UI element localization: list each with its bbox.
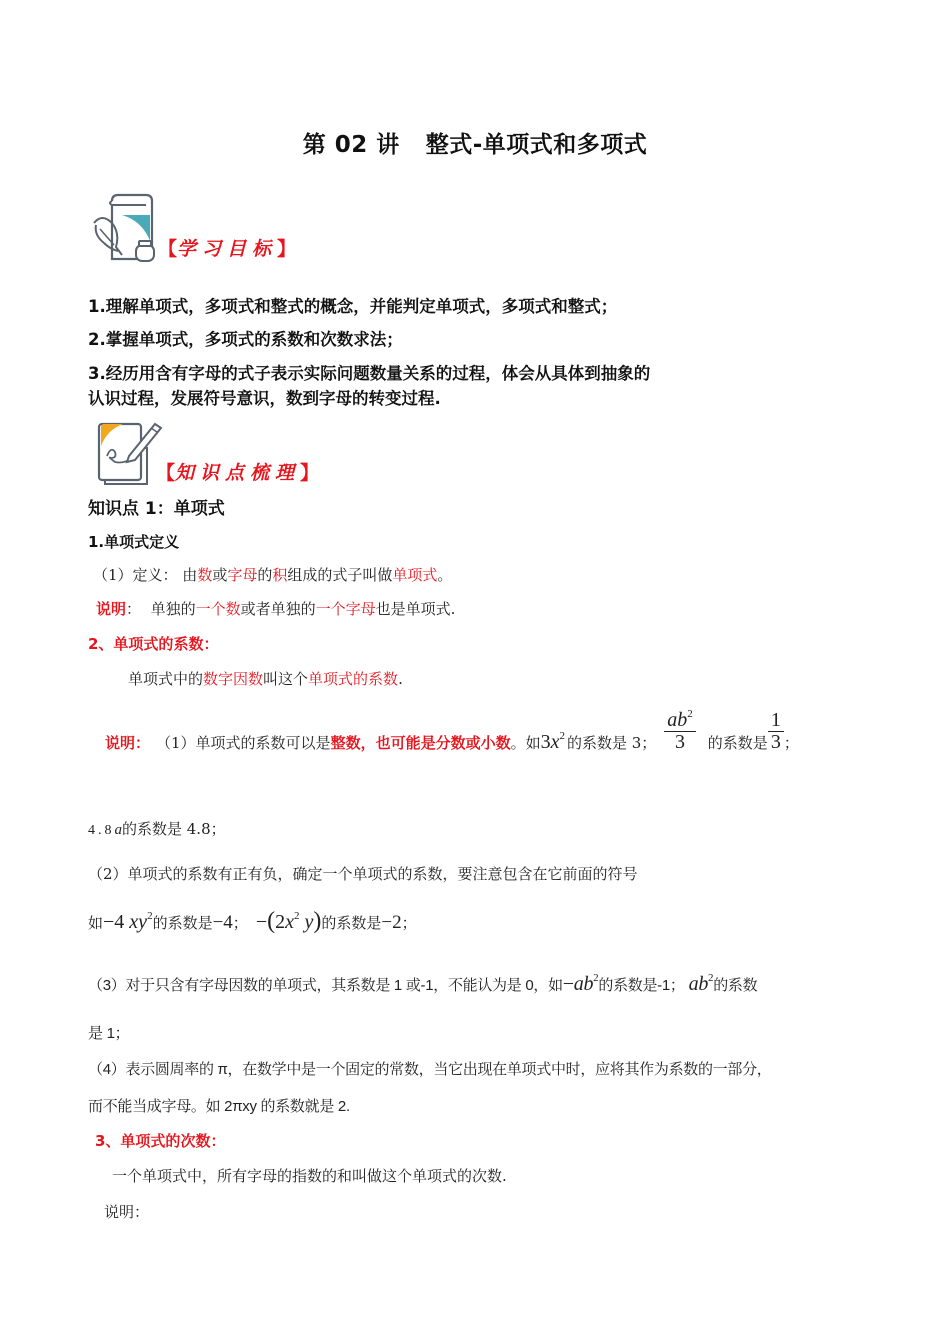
coefficient-note-3 bbox=[88, 972, 757, 996]
math-expr-ab2: $ab^2$ bbox=[688, 972, 714, 995]
highlight: 单项式 bbox=[392, 566, 438, 584]
definition-note bbox=[96, 598, 455, 619]
text: 的系数 bbox=[713, 977, 758, 994]
degree-heading: 3、单项式的次数： bbox=[95, 1132, 226, 1150]
text: 单项式中的 bbox=[128, 670, 204, 688]
objective-item-3: 3.经历用含有字母的式子表示实际问题数量关系的过程，体会从具体到抽象的 bbox=[88, 364, 651, 383]
text: 的 bbox=[257, 566, 273, 584]
math-value: −2 bbox=[381, 912, 402, 933]
text: . bbox=[398, 670, 403, 688]
text: （1）单项式的系数可以是 bbox=[156, 733, 331, 752]
text: 或 bbox=[212, 566, 228, 584]
highlight: 积 bbox=[272, 566, 288, 584]
highlight: 数 bbox=[197, 566, 213, 584]
knowledge-banner-label: 知识点梳理 bbox=[175, 462, 301, 484]
text: 的系数是 bbox=[707, 733, 768, 752]
coefficient-heading: 2、单项式的系数： bbox=[88, 635, 219, 653]
knowledge-point-title: 知识点 1：单项式 bbox=[88, 499, 225, 519]
definition-heading: 1.单项式定义 bbox=[88, 533, 180, 551]
text: （1）定义： 由 bbox=[93, 566, 198, 584]
text: 。如 bbox=[510, 733, 541, 752]
text: ： bbox=[126, 600, 142, 618]
degree-note-label: 说明： bbox=[104, 1203, 150, 1221]
math-expr-neg4xy2: −4 $xy^2$ bbox=[103, 910, 153, 933]
math-number: 4.8 bbox=[88, 823, 115, 838]
text: 如 bbox=[88, 914, 104, 932]
objectives-banner: 【学习目标】 bbox=[158, 238, 297, 260]
text: 或者单独的 bbox=[240, 600, 316, 618]
coefficient-definition bbox=[128, 668, 403, 689]
math-expr-3x2: $3x^2$ bbox=[540, 730, 565, 753]
note-label: 说明 bbox=[96, 600, 127, 618]
coefficient-note-4: （4）表示圆周率的 π，在数学中是一个固定的常数，当它出现在单项式中时，应将其作为系数的一部分， bbox=[88, 1061, 772, 1078]
coefficient-note-1b bbox=[88, 818, 226, 839]
text: 。 bbox=[437, 566, 453, 584]
coefficient-note-2: （2）单项式的系数有正有负，确定一个单项式的系数，要注意包含在它前面的符号 bbox=[88, 865, 638, 883]
coefficient-note-3-cont: 是 1； bbox=[88, 1025, 130, 1042]
highlight: 单项式的系数 bbox=[308, 670, 399, 688]
text: 的系数是 bbox=[321, 914, 382, 932]
text: 的系数是 3； bbox=[566, 733, 657, 752]
math-value: −4 bbox=[212, 912, 233, 933]
page-title bbox=[0, 126, 950, 159]
lecture-number: 第 02 讲 bbox=[302, 132, 400, 158]
highlight: 一个字母 bbox=[315, 600, 376, 618]
coefficient-note-1 bbox=[105, 708, 799, 772]
coefficient-note-2-examples bbox=[88, 908, 417, 935]
text: 的系数是 bbox=[152, 914, 213, 932]
highlight: 数字因数 bbox=[203, 670, 264, 688]
definition-line bbox=[93, 564, 452, 585]
text: 的系数是-1； bbox=[598, 977, 685, 994]
text: ； bbox=[232, 914, 248, 932]
text: ； bbox=[401, 914, 417, 932]
objective-item-3-cont: 认识过程，发展符号意识，数到字母的转变过程. bbox=[88, 389, 441, 408]
degree-definition: 一个单项式中，所有字母的指数的和叫做这个单项式的次数. bbox=[112, 1167, 507, 1185]
highlight: 整数，也可能是分数或小数 bbox=[330, 733, 511, 752]
math-var: a bbox=[114, 822, 122, 838]
text: 的系数是 4.8； bbox=[122, 820, 226, 838]
highlight: 字母 bbox=[227, 566, 258, 584]
scroll-quill-inkpot-icon bbox=[90, 193, 158, 265]
coefficient-note-4-cont: 而不能当成字母。如 2πxy 的系数就是 2. bbox=[88, 1098, 350, 1115]
math-frac-1-over-3: $\frac{1}{3}$ bbox=[768, 710, 784, 753]
text: 单独的 bbox=[141, 600, 196, 618]
math-expr-neg-2x2y: $-(2x^2$ y) bbox=[255, 908, 322, 934]
text: （3）对于只含有字母因数的单项式，其系数是 1 或-1，不能认为是 0，如 bbox=[88, 977, 563, 994]
highlight: 一个数 bbox=[195, 600, 241, 618]
math-expr-neg-ab2: $-ab^2$ bbox=[562, 972, 599, 995]
objective-item-1: 1.理解单项式，多项式和整式的概念，并能判定单项式，多项式和整式； bbox=[88, 297, 618, 316]
lecture-topic: 整式-单项式和多项式 bbox=[425, 132, 648, 158]
text: 组成的式子叫做 bbox=[287, 566, 393, 584]
text: ； bbox=[783, 733, 799, 752]
math-frac-ab2-over-3: $\frac{ab^2}{3}$ bbox=[664, 709, 696, 753]
note-label: 说明： bbox=[105, 733, 151, 752]
knowledge-banner: 【知识点梳理】 bbox=[156, 462, 320, 484]
objectives-banner-label: 学习目标 bbox=[177, 238, 278, 260]
text: 叫这个 bbox=[263, 670, 309, 688]
objective-item-2: 2.掌握单项式，多项式的系数和次数求法； bbox=[88, 330, 403, 349]
text: 也是单项式. bbox=[375, 600, 456, 618]
